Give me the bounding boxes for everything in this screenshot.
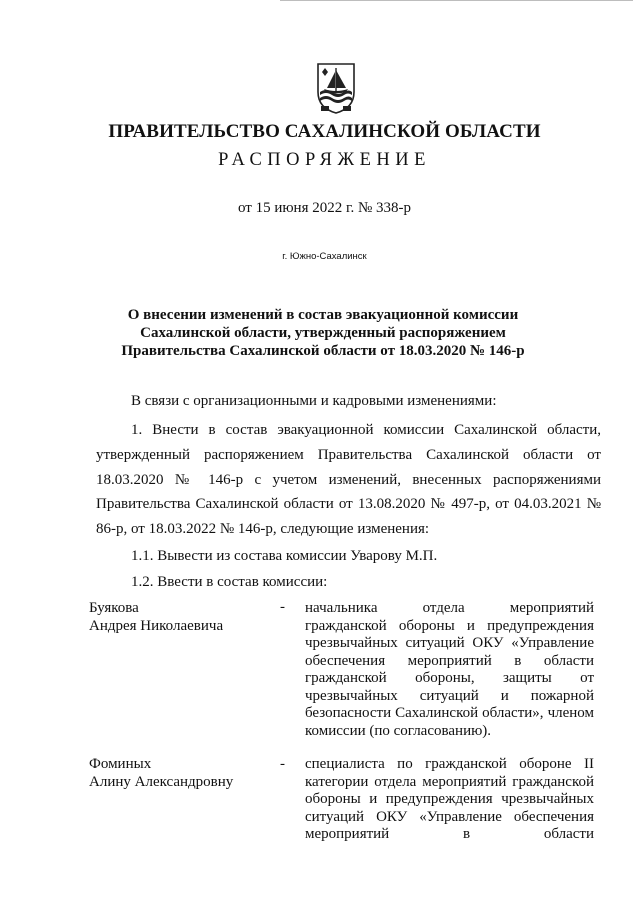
government-title: ПРАВИТЕЛЬСТВО САХАЛИНСКОЙ ОБЛАСТИ xyxy=(108,121,541,142)
intro-paragraph: В связи с организационными и кадровыми изменениями: xyxy=(131,393,497,409)
document-subject: О внесении изменений в состав эвакуационной комиссии Сахалинской области, утвержденный распоряжением Правительства Сахалинской области от 18.03.2020 № 146-р xyxy=(121,307,525,359)
member-dash: - xyxy=(280,599,285,615)
member-role: начальника отдела мероприятий гражданской обороны и предупреждения чрезвычайных ситуаций ОКУ «Управление обеспечения мероприятий в области гражданской обороны, защиты от чрезвычайных ситуаций и пожарной безопасности Сахалинской области», членом комиссии (по согласованию). xyxy=(305,600,594,739)
member-name xyxy=(89,600,223,635)
document-city: г. Южно-Сахалинск xyxy=(282,251,367,262)
paragraph-1: 1. Внести в состав эвакуационной комиссии Сахалинской области, утвержденный распоряжением Правительства Сахалинской области от 18.03.2020 № 146-р с учетом изменений, внесенных распоряжениями Правительства Сахалинской области от 13.08.2020 № 497-р, от 04.03.2021 № 86-р, от 18.03.2022 № 146-р, следующие изменения: xyxy=(96,422,601,538)
document-type: РАСПОРЯЖЕНИЕ xyxy=(218,150,431,170)
member-role: специалиста по гражданской обороне II категории отдела мероприятий гражданской обороны и предупреждения чрезвычайных ситуаций ОКУ «Управление обеспечения мероприятий в области xyxy=(305,756,594,842)
member-given-names: Андрея Николаевича xyxy=(89,617,224,634)
item-1-2: 1.2. Ввести в состав комиссии: xyxy=(131,574,328,590)
item-1-1: 1.1. Вывести из состава комиссии Уварову М.П. xyxy=(131,548,438,564)
member-dash: - xyxy=(280,756,285,772)
member-name xyxy=(89,756,233,791)
document-date-number: от 15 июня 2022 г. № 338-р xyxy=(237,200,412,216)
member-surname: Фоминых xyxy=(89,756,152,772)
sakhalin-coat-of-arms-icon xyxy=(316,62,356,114)
member-given-names: Алину Александровну xyxy=(89,773,234,790)
scan-edge-line xyxy=(280,0,633,1)
member-surname: Буякова xyxy=(89,600,139,616)
